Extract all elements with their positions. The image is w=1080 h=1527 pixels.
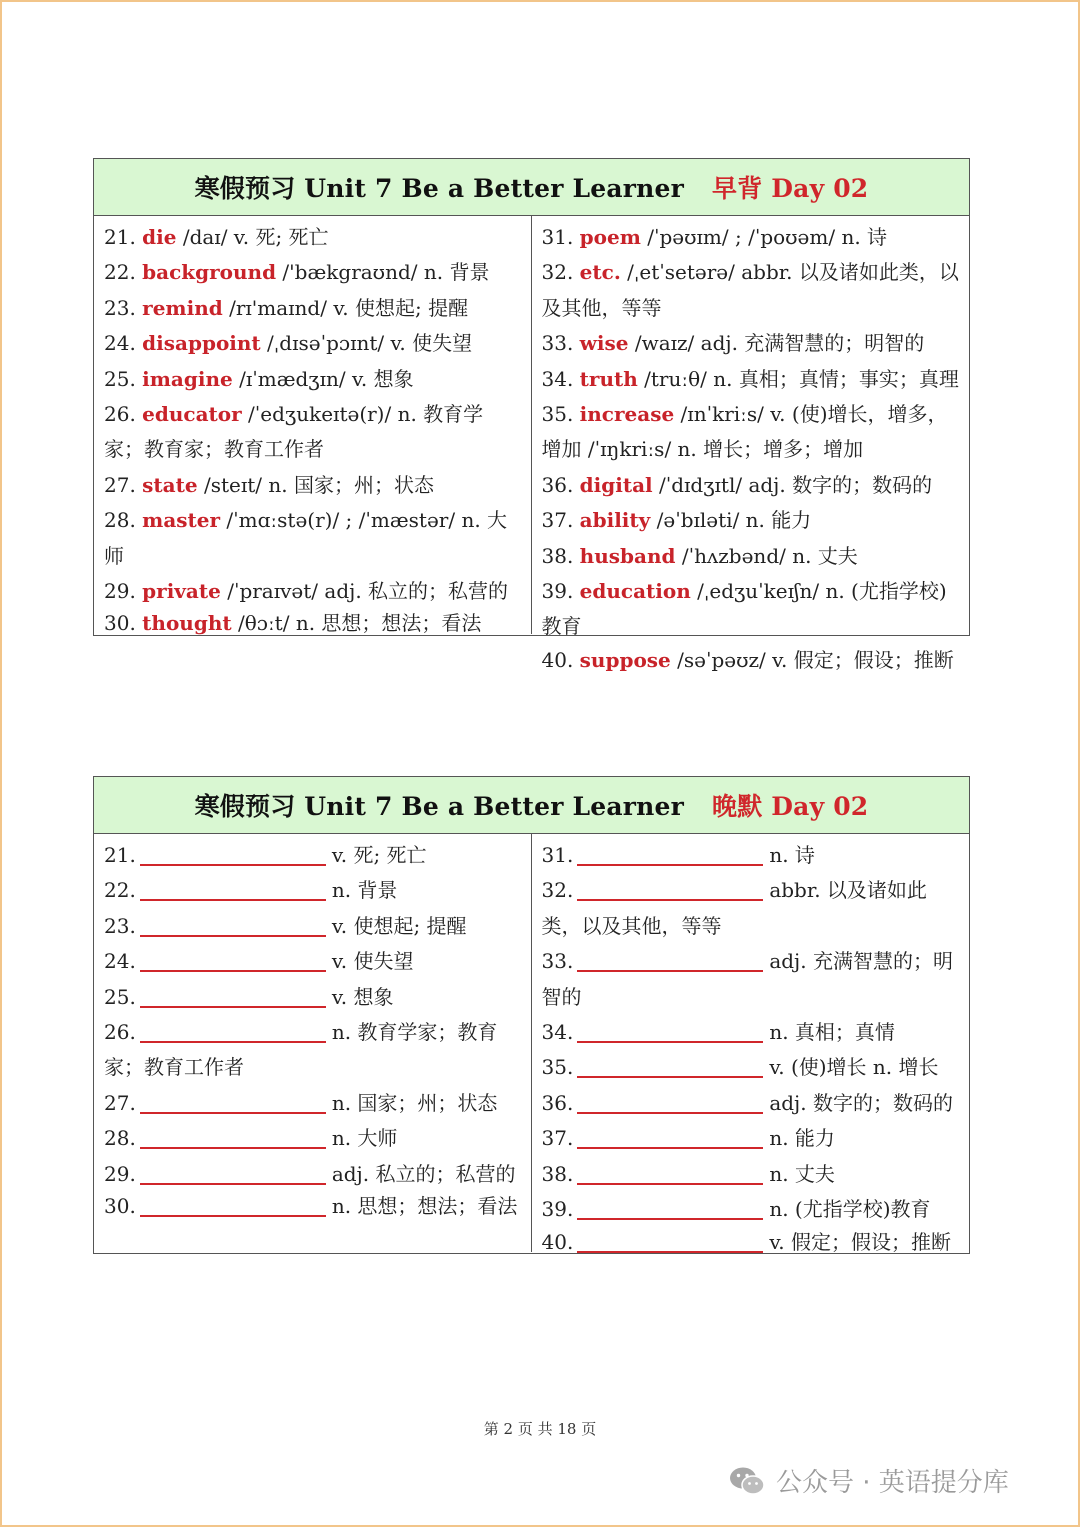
- answer-blank[interactable]: [140, 1125, 326, 1149]
- answer-blank[interactable]: [140, 1161, 326, 1185]
- evening-card-header: [94, 777, 969, 834]
- vocab-word: etc.: [579, 260, 621, 285]
- vocab-word: imagine: [142, 366, 233, 391]
- list-item: [542, 838, 962, 873]
- vocab-definition: /θɔːt/ n. 思想；想法；看法: [231, 611, 482, 636]
- answer-blank[interactable]: [577, 1019, 763, 1043]
- list-item: [542, 1086, 962, 1121]
- answer-blank[interactable]: [577, 1161, 763, 1185]
- vocab-meaning: n. 诗: [769, 843, 815, 867]
- evening-card-tag: 晚默 Day 02: [712, 792, 869, 821]
- morning-left-column: [94, 216, 532, 634]
- list-item: [104, 944, 523, 979]
- list-item: [542, 645, 962, 675]
- vocab-definition: /daɪ/ v. 死; 死亡: [176, 225, 329, 249]
- evening-left-column: [94, 834, 532, 1252]
- vocab-definition: /ˌetˈsetərə/ abbr. 以及诸如此类，以及其他，等等: [541, 260, 959, 320]
- answer-blank[interactable]: [577, 842, 763, 866]
- vocab-meaning: n. 国家；州；状态: [331, 1090, 498, 1115]
- vocab-meaning: v. 想象: [331, 984, 394, 1009]
- vocab-definition: /ˈedʒukeɪtə(r)/ n. 教育学家；教育家；教育工作者: [104, 402, 484, 462]
- vocab-meaning: n. 能力: [769, 1126, 835, 1151]
- answer-blank[interactable]: [140, 1193, 326, 1217]
- list-item: [542, 1157, 962, 1192]
- list-item: [104, 980, 523, 1015]
- item-number: 28.: [104, 1126, 136, 1151]
- vocab-definition: /ˈhʌzbənd/ n. 丈夫: [675, 543, 858, 568]
- vocab-definition: /ɪˈmædʒɪn/ v. 想象: [232, 366, 414, 391]
- vocab-meaning: n. (尤指学校)教育: [769, 1197, 931, 1222]
- item-number: 30.: [104, 1194, 136, 1219]
- vocab-definition: /rɪ'maɪnd/ v. 使想起; 提醒: [222, 295, 469, 320]
- vocab-meaning: v. (使)增长 n. 增长: [769, 1055, 939, 1080]
- item-number: 24.: [104, 331, 136, 356]
- item-number: 36.: [541, 472, 574, 497]
- vocab-meaning: v. 假定；假设；推断: [769, 1230, 951, 1255]
- item-number: 34.: [541, 1020, 574, 1045]
- item-number: 25.: [104, 984, 136, 1009]
- list-item: [104, 291, 523, 326]
- answer-blank[interactable]: [577, 1196, 763, 1220]
- list-item: [104, 838, 523, 873]
- list-item: [542, 1192, 962, 1227]
- vocab-word: master: [142, 508, 221, 533]
- list-item: [542, 1050, 962, 1085]
- vocab-definition: /ɪnˈkriːs/ v. (使)增长，增多，增加 /ˈɪŋkriːs/ n. 增长；增多；增加: [541, 402, 948, 462]
- item-number: 23.: [104, 913, 136, 938]
- vocab-definition: /ˌedʒuˈkeɪʃn/ n. (尤指学校)教育: [541, 579, 947, 639]
- item-number: 35.: [541, 1055, 574, 1080]
- list-item: [104, 362, 523, 397]
- vocab-meaning: abbr. 以及诸如此类，以及其他，等等: [541, 878, 927, 938]
- vocab-definition: /steɪt/ n. 国家；州；状态: [197, 472, 434, 497]
- list-item: [542, 503, 962, 538]
- vocab-word: educator: [142, 402, 242, 427]
- item-number: 39.: [541, 579, 574, 604]
- answer-blank[interactable]: [140, 984, 326, 1008]
- answer-blank[interactable]: [577, 1054, 763, 1078]
- vocab-meaning: n. 大师: [331, 1126, 398, 1151]
- item-number: 22.: [104, 878, 136, 903]
- item-number: 23.: [104, 295, 136, 320]
- morning-card-tag: 早背 Day 02: [712, 174, 869, 203]
- item-number: 37.: [541, 1126, 574, 1151]
- item-number: 27.: [104, 472, 136, 497]
- list-item: [542, 326, 962, 361]
- vocab-definition: /ˈmɑːstə(r)/ ; /ˈmæstər/ n. 大师: [104, 508, 508, 568]
- vocab-definition: /əˈbɪləti/ n. 能力: [650, 508, 812, 533]
- vocab-meaning: n. 丈夫: [769, 1161, 835, 1186]
- item-number: 28.: [104, 508, 136, 533]
- vocab-meaning: n. 教育学家；教育家；教育工作者: [104, 1020, 498, 1080]
- answer-blank[interactable]: [140, 842, 326, 866]
- vocab-definition: /ˈdɪdʒɪtl/ adj. 数字的；数码的: [652, 472, 933, 497]
- page-number: 第 2 页 共 18 页: [483, 1420, 597, 1438]
- list-item: [104, 609, 523, 637]
- vocab-word: private: [142, 579, 221, 604]
- morning-card-header: [94, 159, 969, 216]
- vocab-meaning: v. 使想起; 提醒: [331, 913, 467, 938]
- list-item: [542, 539, 962, 574]
- item-number: 39.: [541, 1197, 574, 1222]
- vocab-word: disappoint: [142, 331, 261, 356]
- item-number: 40.: [541, 1230, 574, 1255]
- list-item: [542, 574, 962, 645]
- answer-blank[interactable]: [140, 1019, 326, 1043]
- vocab-definition: /waɪz/ adj. 充满智慧的；明智的: [628, 331, 925, 356]
- vocab-word: suppose: [579, 647, 671, 672]
- item-number: 25.: [104, 366, 136, 391]
- item-number: 24.: [104, 949, 136, 974]
- vocab-meaning: adj. 数字的；数码的: [769, 1090, 953, 1115]
- list-item: [104, 1015, 523, 1086]
- item-number: 29.: [104, 1161, 136, 1186]
- answer-blank[interactable]: [140, 913, 326, 937]
- vocab-word: state: [142, 472, 198, 497]
- vocab-meaning: n. 思想；想法；看法: [331, 1194, 518, 1219]
- vocab-word: increase: [579, 402, 675, 427]
- item-number: 37.: [541, 508, 574, 533]
- item-number: 21.: [104, 225, 136, 249]
- list-item: [542, 873, 962, 944]
- vocab-word: husband: [579, 543, 676, 568]
- list-item: [104, 326, 523, 361]
- list-item: [104, 574, 523, 609]
- item-number: 32.: [541, 878, 574, 903]
- answer-blank[interactable]: [140, 877, 326, 901]
- list-item: [104, 255, 523, 290]
- list-item: [104, 1121, 523, 1156]
- vocab-meaning: v. 使失望: [331, 949, 414, 974]
- vocab-meaning: adj. 充满智慧的；明智的: [541, 949, 953, 1009]
- evening-card-title: 寒假预习 Unit 7 Be a Better Learner: [194, 792, 684, 821]
- vocab-definition: /ˌdɪsəˈpɔɪnt/ v. 使失望: [260, 331, 473, 356]
- wechat-icon: [728, 1466, 766, 1496]
- list-item: [104, 503, 523, 574]
- answer-blank[interactable]: [577, 1090, 763, 1114]
- item-number: 30.: [104, 611, 136, 636]
- list-item: [542, 362, 962, 397]
- vocab-meaning: v. 死; 死亡: [331, 843, 427, 867]
- list-item: [104, 397, 523, 468]
- vocab-word: digital: [579, 472, 653, 497]
- list-item: [542, 255, 962, 326]
- item-number: 21.: [104, 843, 136, 867]
- list-item: [542, 1227, 962, 1257]
- vocab-word: poem: [579, 225, 641, 249]
- list-item: [542, 220, 962, 255]
- morning-right-column: [532, 216, 970, 672]
- vocab-word: wise: [579, 331, 629, 356]
- list-item: [542, 944, 962, 1015]
- item-number: 31.: [541, 225, 574, 249]
- list-item: [104, 468, 523, 503]
- watermark-text: 公众号 · 英语提分库: [776, 1468, 1009, 1498]
- vocab-word: truth: [579, 366, 638, 391]
- item-number: 27.: [104, 1090, 136, 1115]
- item-number: 34.: [541, 366, 574, 391]
- morning-vocab-card: [93, 158, 970, 672]
- vocab-meaning: n. 真相；真情: [769, 1020, 895, 1045]
- list-item: [542, 468, 962, 503]
- answer-blank[interactable]: [577, 1229, 763, 1253]
- watermark: [728, 1462, 1009, 1499]
- list-item: [104, 1086, 523, 1121]
- vocab-word: education: [579, 579, 691, 604]
- list-item: [104, 873, 523, 908]
- answer-blank[interactable]: [140, 1090, 326, 1114]
- item-number: 32.: [541, 260, 574, 285]
- vocab-word: ability: [579, 508, 651, 533]
- vocab-word: remind: [142, 295, 223, 320]
- item-number: 31.: [541, 843, 574, 867]
- list-item: [542, 1121, 962, 1156]
- item-number: 29.: [104, 579, 136, 604]
- item-number: 33.: [541, 331, 574, 356]
- vocab-word: thought: [142, 611, 232, 636]
- list-item: [104, 220, 523, 255]
- item-number: 36.: [541, 1090, 574, 1115]
- evening-dictation-card: [93, 776, 970, 1254]
- answer-blank[interactable]: [140, 948, 326, 972]
- vocab-meaning: adj. 私立的；私营的: [331, 1161, 516, 1186]
- list-item: [104, 909, 523, 944]
- vocab-definition: /ˈpəʊɪm/ ; /ˈpoʊəm/ n. 诗: [640, 225, 888, 249]
- answer-blank[interactable]: [577, 1125, 763, 1149]
- list-item: [104, 1157, 523, 1192]
- item-number: 40.: [541, 647, 574, 672]
- vocab-definition: /'bækgraʊnd/ n. 背景: [276, 260, 490, 285]
- vocab-definition: /ˈpraɪvət/ adj. 私立的；私营的: [220, 579, 509, 604]
- item-number: 22.: [104, 260, 136, 285]
- vocab-meaning: n. 背景: [331, 878, 398, 903]
- item-number: 38.: [541, 543, 574, 568]
- list-item: [104, 1192, 523, 1220]
- item-number: 33.: [541, 949, 574, 974]
- evening-right-column: [532, 834, 970, 1255]
- list-item: [542, 397, 962, 468]
- answer-blank[interactable]: [577, 948, 763, 972]
- vocab-definition: /truːθ/ n. 真相；真情；事实；真理: [637, 366, 959, 391]
- morning-card-title: 寒假预习 Unit 7 Be a Better Learner: [194, 174, 684, 203]
- item-number: 26.: [104, 402, 136, 427]
- list-item: [542, 1015, 962, 1050]
- vocab-word: die: [142, 225, 177, 249]
- vocab-definition: /səˈpəʊz/ v. 假定；假设；推断: [670, 647, 954, 672]
- vocab-word: background: [142, 260, 277, 285]
- item-number: 35.: [541, 402, 574, 427]
- item-number: 26.: [104, 1020, 136, 1045]
- answer-blank[interactable]: [577, 877, 763, 901]
- item-number: 38.: [541, 1161, 574, 1186]
